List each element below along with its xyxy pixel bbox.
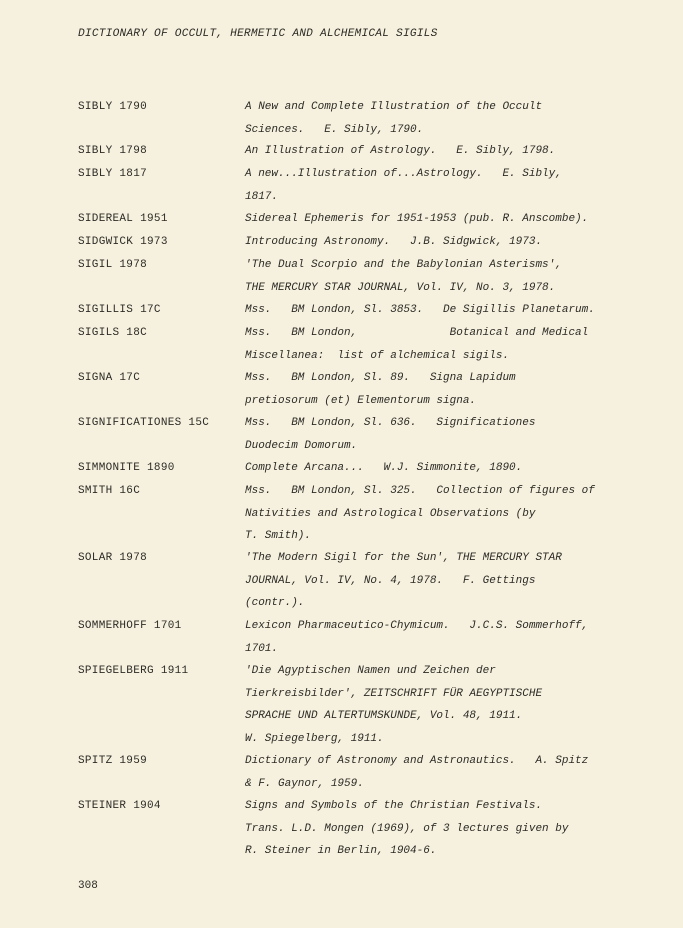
description-line: Tierkreisbilder', ZEITSCHRIFT FÜR AEGYPTISCHE: [245, 687, 543, 700]
entry-description: [245, 480, 665, 548]
description-line: Complete Arcana... W.J. Simmonite, 1890.: [245, 462, 523, 474]
description-line: 1701.: [245, 642, 279, 655]
entry-description: [245, 254, 665, 299]
entry-description: [245, 231, 665, 254]
entry-key: SIGILLIS 17C: [78, 304, 161, 316]
entry-key: SIDGWICK 1973: [78, 236, 168, 248]
description-line: 1817.: [245, 190, 279, 203]
entry-description: [245, 322, 665, 367]
entry-key: SPITZ 1959: [78, 755, 148, 767]
description-line: Mss. BM London, Botanical and Medical: [245, 327, 589, 339]
description-line: 'Die Agyptischen Namen und Zeichen der: [245, 665, 496, 677]
entry-key: SIDEREAL 1951: [78, 213, 168, 225]
entry-key: SIGIL 1978: [78, 259, 148, 271]
description-line: Nativities and Astrological Observations (by: [245, 507, 536, 520]
dictionary-entry: [0, 299, 683, 322]
description-line: An Illustration of Astrology. E. Sibly, 1798.: [245, 145, 556, 157]
dictionary-entry: [0, 615, 683, 660]
dictionary-entry: [0, 480, 683, 548]
entry-key: SOMMERHOFF 1701: [78, 620, 182, 632]
dictionary-entry: [0, 660, 683, 750]
entry-description: [245, 299, 665, 322]
description-line: Dictionary of Astronomy and Astronautics. A. Spitz: [245, 755, 589, 767]
dictionary-entry: [0, 367, 683, 412]
dictionary-entry: [0, 231, 683, 254]
entry-key: SOLAR 1978: [78, 552, 148, 564]
dictionary-entry: [0, 412, 683, 457]
entry-key: SIGNIFICATIONES 15C: [78, 417, 210, 429]
dictionary-entry: [0, 547, 683, 615]
description-line: Sidereal Ephemeris for 1951-1953 (pub. R. Anscombe).: [245, 213, 589, 225]
entry-description: [245, 615, 665, 660]
page-number: 308: [78, 880, 98, 892]
description-line: Trans. L.D. Mongen (1969), of 3 lectures given by: [245, 822, 569, 835]
description-line: Signs and Symbols of the Christian Festivals.: [245, 800, 543, 812]
description-line: T. Smith).: [245, 530, 312, 543]
description-line: A new...Illustration of...Astrology. E. Sibly,: [245, 168, 562, 180]
description-line: JOURNAL, Vol. IV, No. 4, 1978. F. Gettings: [245, 574, 536, 587]
description-line: SPRACHE UND ALTERTUMSKUNDE, Vol. 48, 1911.: [245, 710, 523, 723]
description-line: Sciences. E. Sibly, 1790.: [245, 123, 424, 136]
entry-description: [245, 163, 665, 208]
entry-description: [245, 367, 665, 412]
description-line: THE MERCURY STAR JOURNAL, Vol. IV, No. 3, 1978.: [245, 281, 556, 294]
dictionary-entry: [0, 795, 683, 863]
dictionary-entry: [0, 96, 683, 141]
description-line: R. Steiner in Berlin, 1904-6.: [245, 845, 437, 858]
dictionary-entry: [0, 322, 683, 367]
description-line: Duodecim Domorum.: [245, 439, 358, 452]
description-line: Mss. BM London, Sl. 636. Significationes: [245, 417, 536, 429]
entry-key: SIBLY 1798: [78, 145, 148, 157]
entry-description: [245, 795, 665, 863]
entry-key: SMITH 16C: [78, 485, 141, 497]
entry-description: [245, 140, 665, 163]
description-line: & F. Gaynor, 1959.: [245, 777, 364, 790]
description-line: (contr.).: [245, 597, 305, 610]
entry-key: SIMMONITE 1890: [78, 462, 175, 474]
dictionary-entry: [0, 140, 683, 163]
description-line: Miscellanea: list of alchemical sigils.: [245, 349, 510, 362]
entry-description: [245, 750, 665, 795]
entry-description: [245, 660, 665, 750]
description-line: Mss. BM London, Sl. 325. Collection of figures of: [245, 485, 595, 497]
dictionary-entry: [0, 208, 683, 231]
description-line: Lexicon Pharmaceutico-Chymicum. J.C.S. Sommerhoff,: [245, 620, 589, 632]
entry-description: [245, 96, 665, 141]
entry-description: [245, 208, 665, 231]
entry-description: [245, 412, 665, 457]
entry-key: SIGILS 18C: [78, 327, 148, 339]
description-line: A New and Complete Illustration of the Occult: [245, 101, 543, 113]
dictionary-entry: [0, 254, 683, 299]
running-header: DICTIONARY OF OCCULT, HERMETIC AND ALCHEMICAL SIGILS: [78, 28, 438, 40]
dictionary-entry: [0, 457, 683, 480]
description-line: W. Spiegelberg, 1911.: [245, 732, 384, 745]
description-line: Mss. BM London, Sl. 3853. De Sigillis Planetarum.: [245, 304, 595, 316]
description-line: Introducing Astronomy. J.B. Sidgwick, 1973.: [245, 236, 543, 248]
description-line: Mss. BM London, Sl. 89. Signa Lapidum: [245, 372, 516, 384]
entry-key: SPIEGELBERG 1911: [78, 665, 189, 677]
dictionary-entry: [0, 163, 683, 208]
dictionary-entry: [0, 750, 683, 795]
entry-key: SIBLY 1790: [78, 101, 148, 113]
entry-description: [245, 547, 665, 615]
entry-key: SIGNA 17C: [78, 372, 141, 384]
entry-description: [245, 457, 665, 480]
description-line: 'The Modern Sigil for the Sun', THE MERCURY STAR: [245, 552, 562, 564]
description-line: 'The Dual Scorpio and the Babylonian Asterisms',: [245, 259, 562, 271]
description-line: pretiosorum (et) Elementorum signa.: [245, 394, 477, 407]
entry-key: SIBLY 1817: [78, 168, 148, 180]
entry-key: STEINER 1904: [78, 800, 161, 812]
